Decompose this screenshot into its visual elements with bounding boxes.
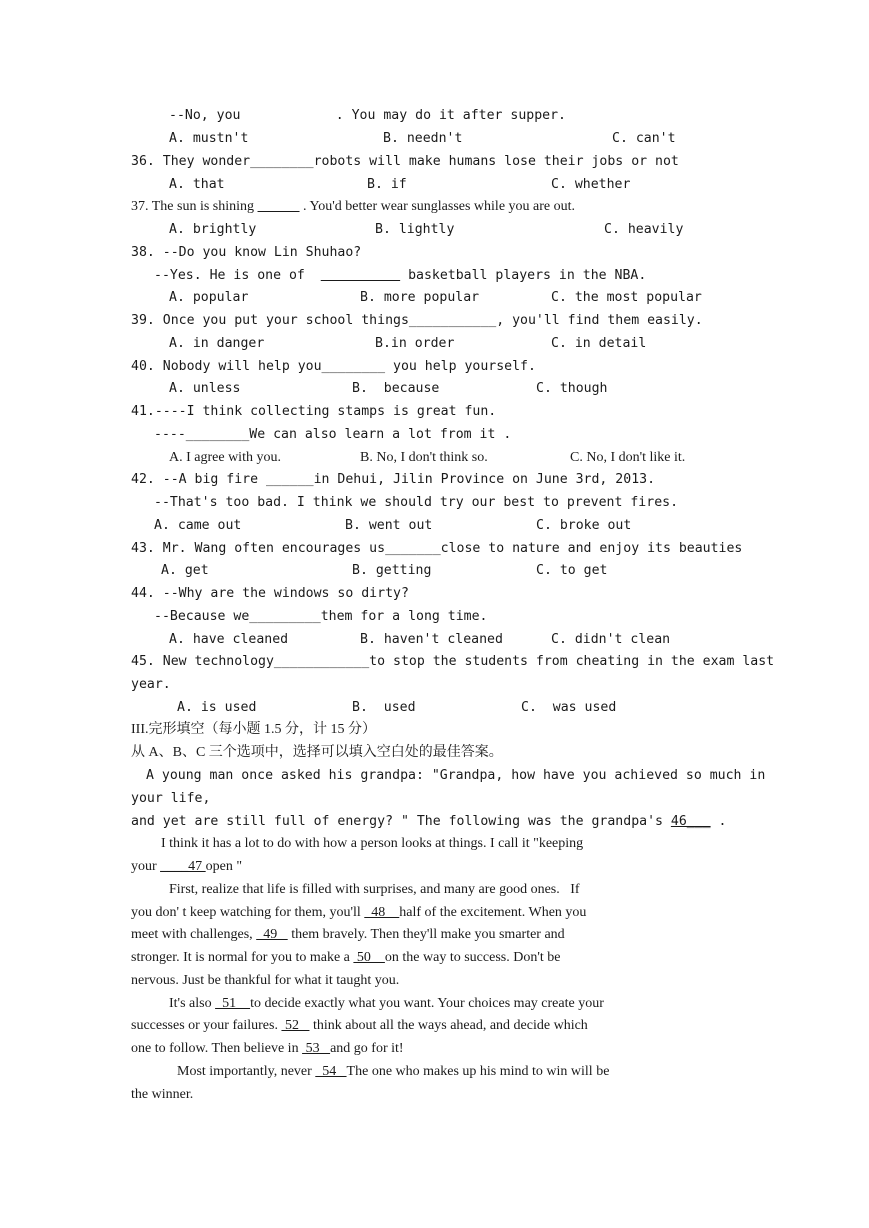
passage-line: your life, bbox=[131, 791, 211, 806]
q42-option-c: C. broke out bbox=[536, 518, 632, 533]
passage-text: . bbox=[710, 814, 727, 829]
passage-line bbox=[131, 927, 565, 943]
q45-option-a: A. is used bbox=[177, 700, 257, 715]
passage-text: It's also bbox=[169, 996, 216, 1011]
q37-blank bbox=[258, 199, 300, 214]
passage-text: half of the excitement. When you bbox=[399, 905, 587, 920]
q42-dialogue-line: --That's too bad. I think we should try our best to prevent fires. bbox=[154, 495, 679, 510]
q37-option-c: C. heavily bbox=[604, 222, 684, 237]
passage-text: them bravely. Then they'll make you smarter and bbox=[287, 927, 565, 942]
q44-option-b: B. haven't cleaned bbox=[360, 632, 503, 647]
q38-blank bbox=[321, 268, 400, 283]
q36-option-a: A. that bbox=[169, 177, 225, 192]
q41-option-b: B. No, I don't think so. bbox=[360, 450, 488, 465]
q37-stem-after: . You'd better wear sunglasses while you are out. bbox=[299, 199, 576, 214]
blank-53: 53 bbox=[302, 1041, 331, 1056]
q37-stem-before: 37. The sun is shining bbox=[131, 199, 258, 214]
q39-option-a: A. in danger bbox=[169, 336, 265, 351]
passage-text: you don' t keep watching for them, you'll bbox=[131, 905, 365, 920]
q37-option-b: B. lightly bbox=[375, 222, 455, 237]
q43-stem: 43. Mr. Wang often encourages us_______close to nature and enjoy its beauties bbox=[131, 541, 743, 556]
passage-text: to decide exactly what you want. Your choices may create your bbox=[250, 996, 604, 1011]
passage-text: The one who makes up his mind to win will be bbox=[346, 1064, 610, 1079]
blank-47: ____47 bbox=[160, 859, 206, 874]
q37-stem bbox=[131, 199, 575, 215]
q44-option-c: C. didn't clean bbox=[551, 632, 671, 647]
q38-stem: 38. --Do you know Lin Shuhao? bbox=[131, 245, 362, 260]
q40-option-b: B. because bbox=[352, 381, 440, 396]
q38-dialogue-line bbox=[154, 268, 646, 284]
blank-54: 54 bbox=[315, 1064, 347, 1079]
q36-stem: 36. They wonder________robots will make humans lose their jobs or not bbox=[131, 154, 679, 169]
q35-option-a: A. mustn't bbox=[169, 131, 249, 146]
q38-line-after: basketball players in the NBA. bbox=[400, 268, 647, 283]
passage-line bbox=[177, 1064, 609, 1080]
passage-line bbox=[131, 859, 242, 875]
passage-line: A young man once asked his grandpa: "Grandpa, how have you achieved so much in bbox=[146, 768, 766, 783]
passage-line bbox=[169, 996, 604, 1012]
q39-option-c: C. in detail bbox=[551, 336, 647, 351]
q43-option-c: C. to get bbox=[536, 563, 608, 578]
passage-text: and yet are still full of energy? " The following was the grandpa's bbox=[131, 814, 671, 829]
q44-option-a: A. have cleaned bbox=[169, 632, 289, 647]
passage-text: think about all the ways ahead, and decide which bbox=[309, 1018, 588, 1033]
section-instruction: 从 A、B、C 三个选项中，选择可以填入空白处的最佳答案。 bbox=[131, 745, 503, 760]
q38-option-b: B. more popular bbox=[360, 290, 480, 305]
q38-option-c: C. the most popular bbox=[551, 290, 702, 305]
passage-text: stronger. It is normal for you to make a bbox=[131, 950, 354, 965]
blank-46: 46___ bbox=[670, 814, 711, 829]
q35-option-b: B. needn't bbox=[383, 131, 463, 146]
q43-option-a: A. get bbox=[161, 563, 209, 578]
passage-line bbox=[131, 905, 586, 921]
passage-line: I think it has a lot to do with how a person looks at things. I call it "keeping bbox=[161, 836, 584, 851]
q40-option-a: A. unless bbox=[169, 381, 241, 396]
q41-dialogue-line: ----________We can also learn a lot from it . bbox=[154, 427, 512, 442]
q41-stem: 41.----I think collecting stamps is great fun. bbox=[131, 404, 497, 419]
q44-stem: 44. --Why are the windows so dirty? bbox=[131, 586, 409, 601]
passage-text: open " bbox=[205, 859, 243, 874]
blank-49: 49 bbox=[256, 927, 288, 942]
q45-option-b: B. used bbox=[352, 700, 416, 715]
q39-option-b: B.in order bbox=[375, 336, 455, 351]
passage-text: Most importantly, never bbox=[177, 1064, 316, 1079]
q36-option-b: B. if bbox=[367, 177, 407, 192]
q45-stem-continued: year. bbox=[131, 677, 171, 692]
blank-50: 50 bbox=[353, 950, 385, 965]
passage-text: on the way to success. Don't be bbox=[384, 950, 561, 965]
q45-stem: 45. New technology____________to stop the students from cheating in the exam last bbox=[131, 654, 775, 669]
q41-option-c: C. No, I don't like it. bbox=[570, 450, 686, 465]
passage-line bbox=[131, 950, 560, 966]
passage-text: your bbox=[131, 859, 161, 874]
passage-text: meet with challenges, bbox=[131, 927, 257, 942]
q44-dialogue-line: --Because we_________them for a long time. bbox=[154, 609, 488, 624]
q41-option-a: A. I agree with you. bbox=[169, 450, 281, 465]
blank-48: 48 bbox=[364, 905, 400, 920]
q45-option-c: C. was used bbox=[521, 700, 617, 715]
q39-stem: 39. Once you put your school things___________, you'll find them easily. bbox=[131, 313, 703, 328]
passage-line bbox=[131, 1018, 588, 1034]
passage-line: the winner. bbox=[131, 1087, 194, 1102]
passage-text: successes or your failures. bbox=[131, 1018, 282, 1033]
q38-line-before: --Yes. He is one of bbox=[154, 268, 321, 283]
q38-option-a: A. popular bbox=[169, 290, 249, 305]
q42-option-b: B. went out bbox=[345, 518, 433, 533]
q40-stem: 40. Nobody will help you________ you help yourself. bbox=[131, 359, 536, 374]
passage-text: one to follow. Then believe in bbox=[131, 1041, 303, 1056]
q43-option-b: B. getting bbox=[352, 563, 432, 578]
q35-option-c: C. can't bbox=[612, 131, 676, 146]
q40-option-c: C. though bbox=[536, 381, 608, 396]
blank-51: 51 bbox=[215, 996, 251, 1011]
section-heading: III.完形填空（每小题 1.5 分，计 15 分） bbox=[131, 722, 376, 737]
q36-option-c: C. whether bbox=[551, 177, 631, 192]
passage-line: First, realize that life is filled with surprises, and many are good ones. If bbox=[169, 882, 580, 897]
passage-line bbox=[131, 814, 726, 830]
blank-52: 52 bbox=[281, 1018, 310, 1033]
q42-option-a: A. came out bbox=[154, 518, 242, 533]
q37-option-a: A. brightly bbox=[169, 222, 257, 237]
passage-line: nervous. Just be thankful for what it taught you. bbox=[131, 973, 400, 988]
passage-line bbox=[131, 1041, 404, 1057]
q42-stem: 42. --A big fire ______in Dehui, Jilin Province on June 3rd, 2013. bbox=[131, 472, 656, 487]
q35-dialogue-line: --No, you . You may do it after supper. bbox=[169, 108, 566, 123]
passage-text: and go for it! bbox=[330, 1041, 404, 1056]
